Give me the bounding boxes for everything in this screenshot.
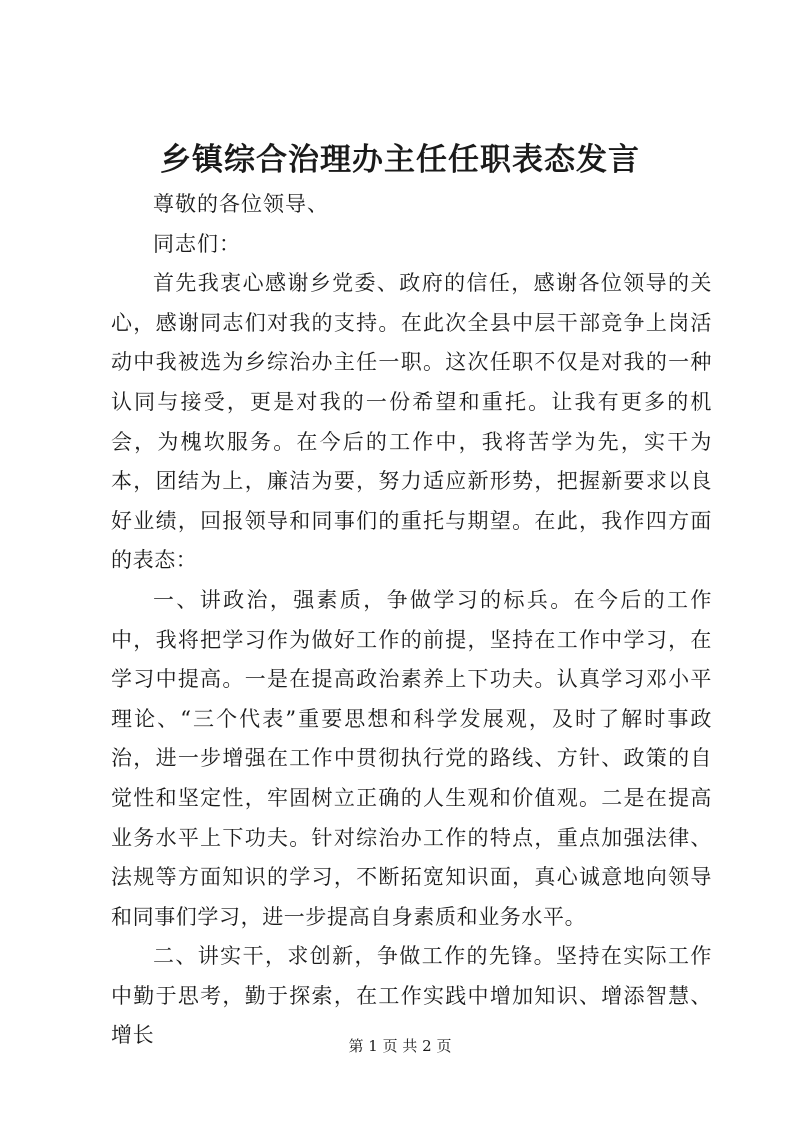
document-body <box>111 185 712 1056</box>
page-footer: 第 1 页 共 2 页 <box>348 1037 452 1055</box>
paragraph-point-two: 二、讲实干，求创新，争做工作的先锋。坚持在实际工作中勤于思考，勤于探索，在工作实践中增加知识、增添智慧、增长 <box>111 944 712 1048</box>
paragraph-point-one: 一、讲政治，强素质，争做学习的标兵。在今后的工作中，我将把学习作为做好工作的前提，坚持在工作中学习，在学习中提高。一是在提高政治素养上下功夫。认真学习邓小平理论、“三个代表”重要思想和科学发展观，及时了解时事政治，进一步增强在工作中贯彻执行党的路线、方针、政策的自觉性和坚定性，牢固树立正确的人生观和价值观。二是在提高业务水平上下功夫。针对综治办工作的特点，重点加强法律、法规等方面知识的学习，不断拓宽知识面，真心诚意地向领导和同事们学习，进一步提高自身素质和业务水平。 <box>111 587 712 929</box>
salutation-leaders: 尊敬的各位领导、 <box>153 192 329 216</box>
paragraph-opening: 首先我衷心感谢乡党委、政府的信任，感谢各位领导的关心，感谢同志们对我的支持。在此次全县中层干部竞争上岗活动中我被选为乡综治办主任一职。这次任职不仅是对我的一种认同与接受，更是对我的一份希望和重托。让我有更多的机会，为槐坎服务。在今后的工作中，我将苦学为先，实干为本，团结为上，廉洁为要，努力适应新形势，把握新要求以良好业绩，回报领导和同事们的重托与期望。在此，我作四方面的表态： <box>111 271 712 573</box>
document-title: 乡镇综合治理办主任任职表态发言 <box>160 142 640 178</box>
salutation-comrades: 同志们： <box>153 231 241 256</box>
